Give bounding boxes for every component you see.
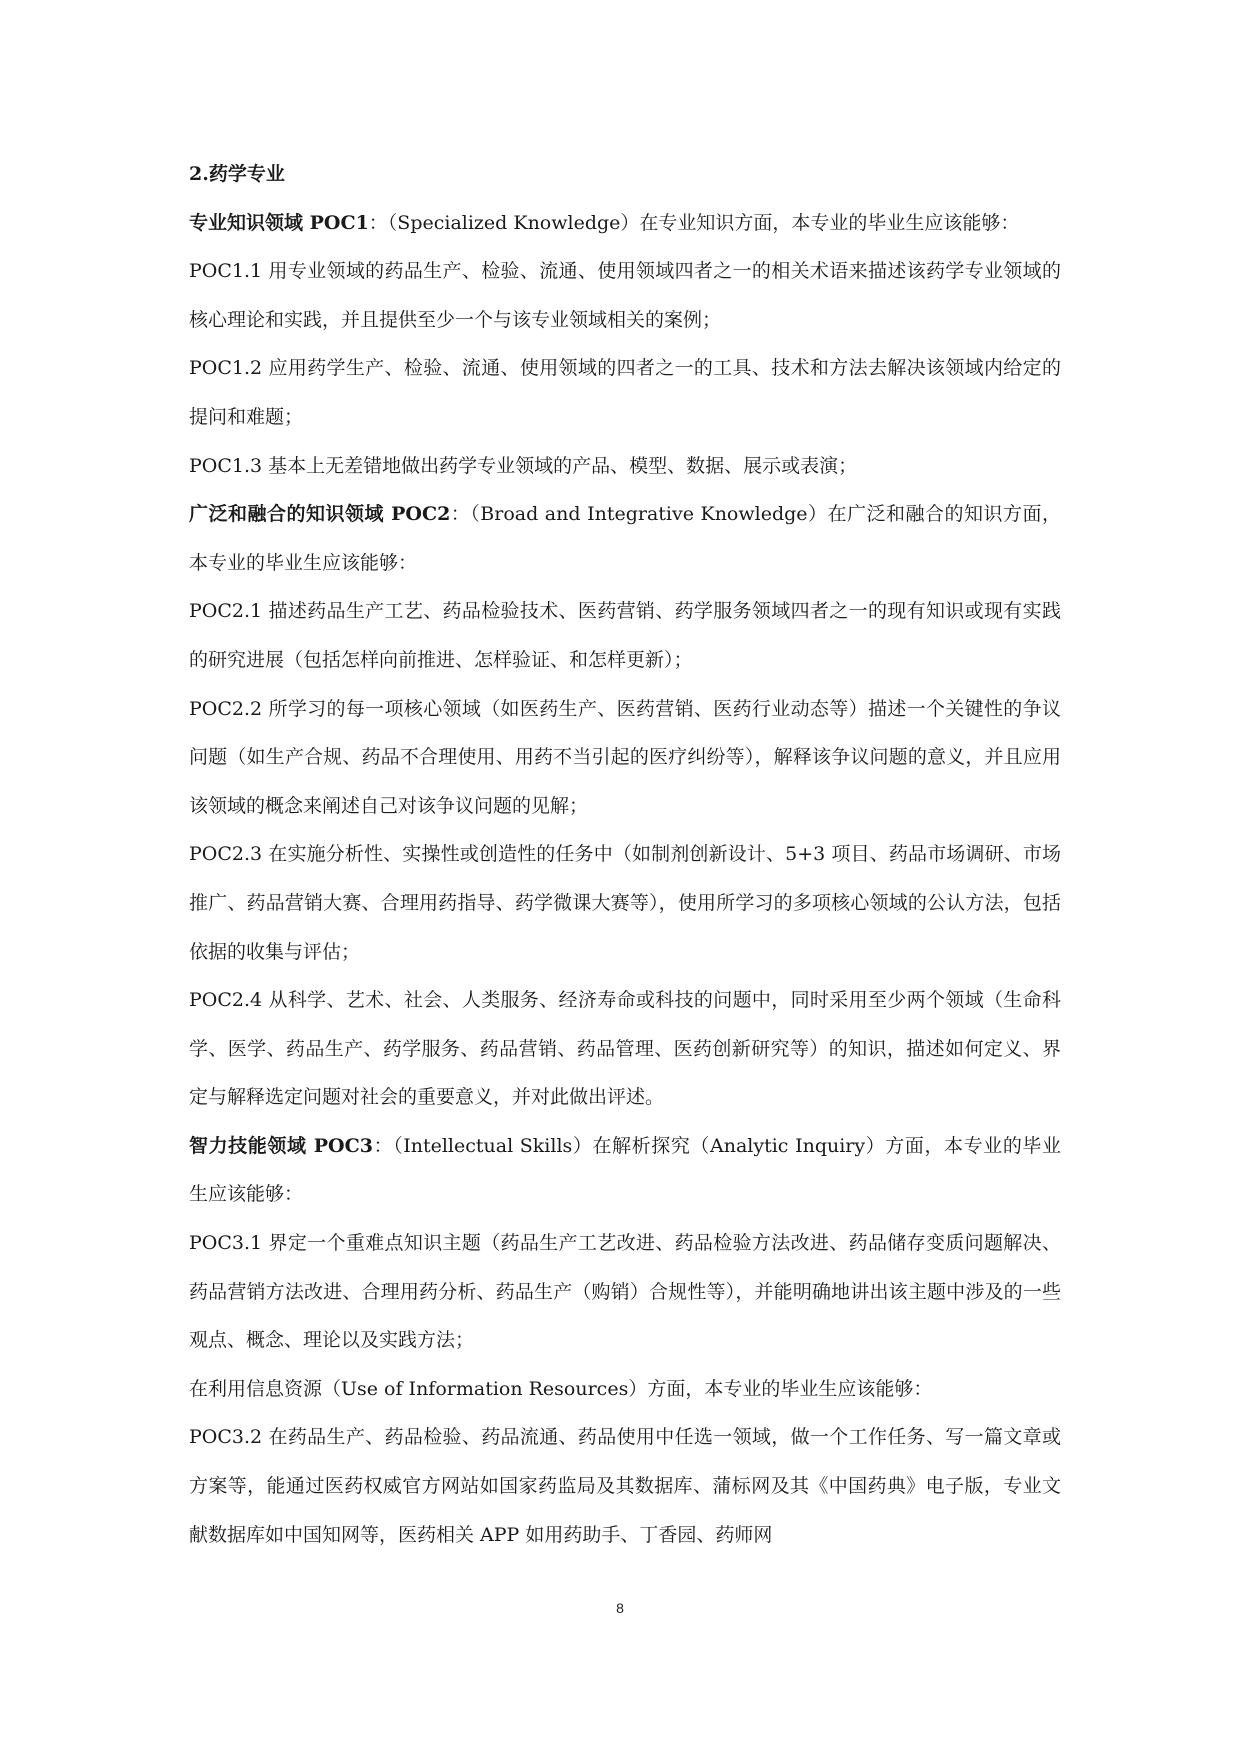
paragraph-text: ：（Broad and Integrative Knowledge）在广泛和融合的知识方面，本专业的毕业生应该能够： — [189, 503, 1062, 574]
paragraph-poc1-2: POC1.2 应用药学生产、检验、流通、使用领域的四者之一的工具、技术和方法去解决该领域内给定的提问和难题； — [189, 357, 1061, 428]
paragraph-text: ：（Specialized Knowledge）在专业知识方面，本专业的毕业生应该能够： — [368, 211, 1020, 234]
paragraph-poc3-2: POC3.2 在药品生产、药品检验、药品流通、药品使用中任选一领域，做一个工作任务、写一篇文章或方案等，能通过医药权威官方网站如国家药监局及其数据库、蒲标网及其《中国药典》电子版，专业文献数据库如中国知网等，医药相关 APP 如用药助手、丁香园、药师网 — [189, 1426, 1061, 1546]
paragraph-lead: 智力技能领域 POC3 — [189, 1134, 373, 1157]
paragraph-lead: 广泛和融合的知识领域 POC2 — [189, 503, 451, 526]
paragraph-poc2 — [189, 490, 1061, 587]
section-title: 2.药学专业 — [189, 163, 285, 185]
paragraph-poc1-3: POC1.3 基本上无差错地做出药学专业领域的产品、模型、数据、展示或表演； — [189, 454, 858, 477]
paragraph-text: ：（Intellectual Skills）在解析探究（Analytic Inquiry）方面，本专业的毕业生应该能够： — [189, 1134, 1062, 1206]
page-number: 8 — [616, 1600, 624, 1616]
paragraph-information-resources: 在利用信息资源（Use of Information Resources）方面，本专业的毕业生应该能够： — [189, 1377, 933, 1400]
paragraph-poc2-1: POC2.1 描述药品生产工艺、药品检验技术、医药营销、药学服务领域四者之一的现有知识或现有实践的研究进展（包括怎样向前推进、怎样验证、和怎样更新）； — [189, 600, 1061, 671]
paragraph-poc2-4: POC2.4 从科学、艺术、社会、人类服务、经济寿命或科技的问题中，同时采用至少两个领域（生命科学、医学、药品生产、药学服务、药品营销、药品管理、医药创新研究等）的知识，描述如何定义、界定与解释选定问题对社会的重要意义，并对此做出评述。 — [189, 989, 1061, 1109]
paragraph-poc3-1: POC3.1 界定一个重难点知识主题（药品生产工艺改进、药品检验方法改进、药品储存变质问题解决、药品营销方法改进、合理用药分析、药品生产（购销）合规性等），并能明确地讲出该主题中涉及的一些观点、概念、理论以及实践方法； — [189, 1232, 1061, 1352]
document-body — [189, 150, 1061, 1559]
paragraph-lead: 专业知识领域 POC1 — [189, 211, 369, 234]
paragraph-poc1 — [189, 199, 1061, 248]
paragraph-poc3 — [189, 1122, 1061, 1219]
paragraph-poc1-1: POC1.1 用专业领域的药品生产、检验、流通、使用领域四者之一的相关术语来描述该药学专业领域的核心理论和实践，并且提供至少一个与该专业领域相关的案例； — [189, 260, 1061, 331]
paragraph-poc2-2: POC2.2 所学习的每一项核心领域（如医药生产、医药营销、医药行业动态等）描述一个关键性的争议问题（如生产合规、药品不合理使用、用药不当引起的医疗纠纷等），解释该争议问题的意义，并且应用该领域的概念来阐述自己对该争议问题的见解； — [189, 697, 1061, 817]
paragraph-poc2-3: POC2.3 在实施分析性、实操性或创造性的任务中（如制剂创新设计、5+3 项目、药品市场调研、市场推广、药品营销大赛、合理用药指导、药学微课大赛等），使用所学习的多项核心领域的公认方法，包括依据的收集与评估； — [189, 843, 1061, 963]
